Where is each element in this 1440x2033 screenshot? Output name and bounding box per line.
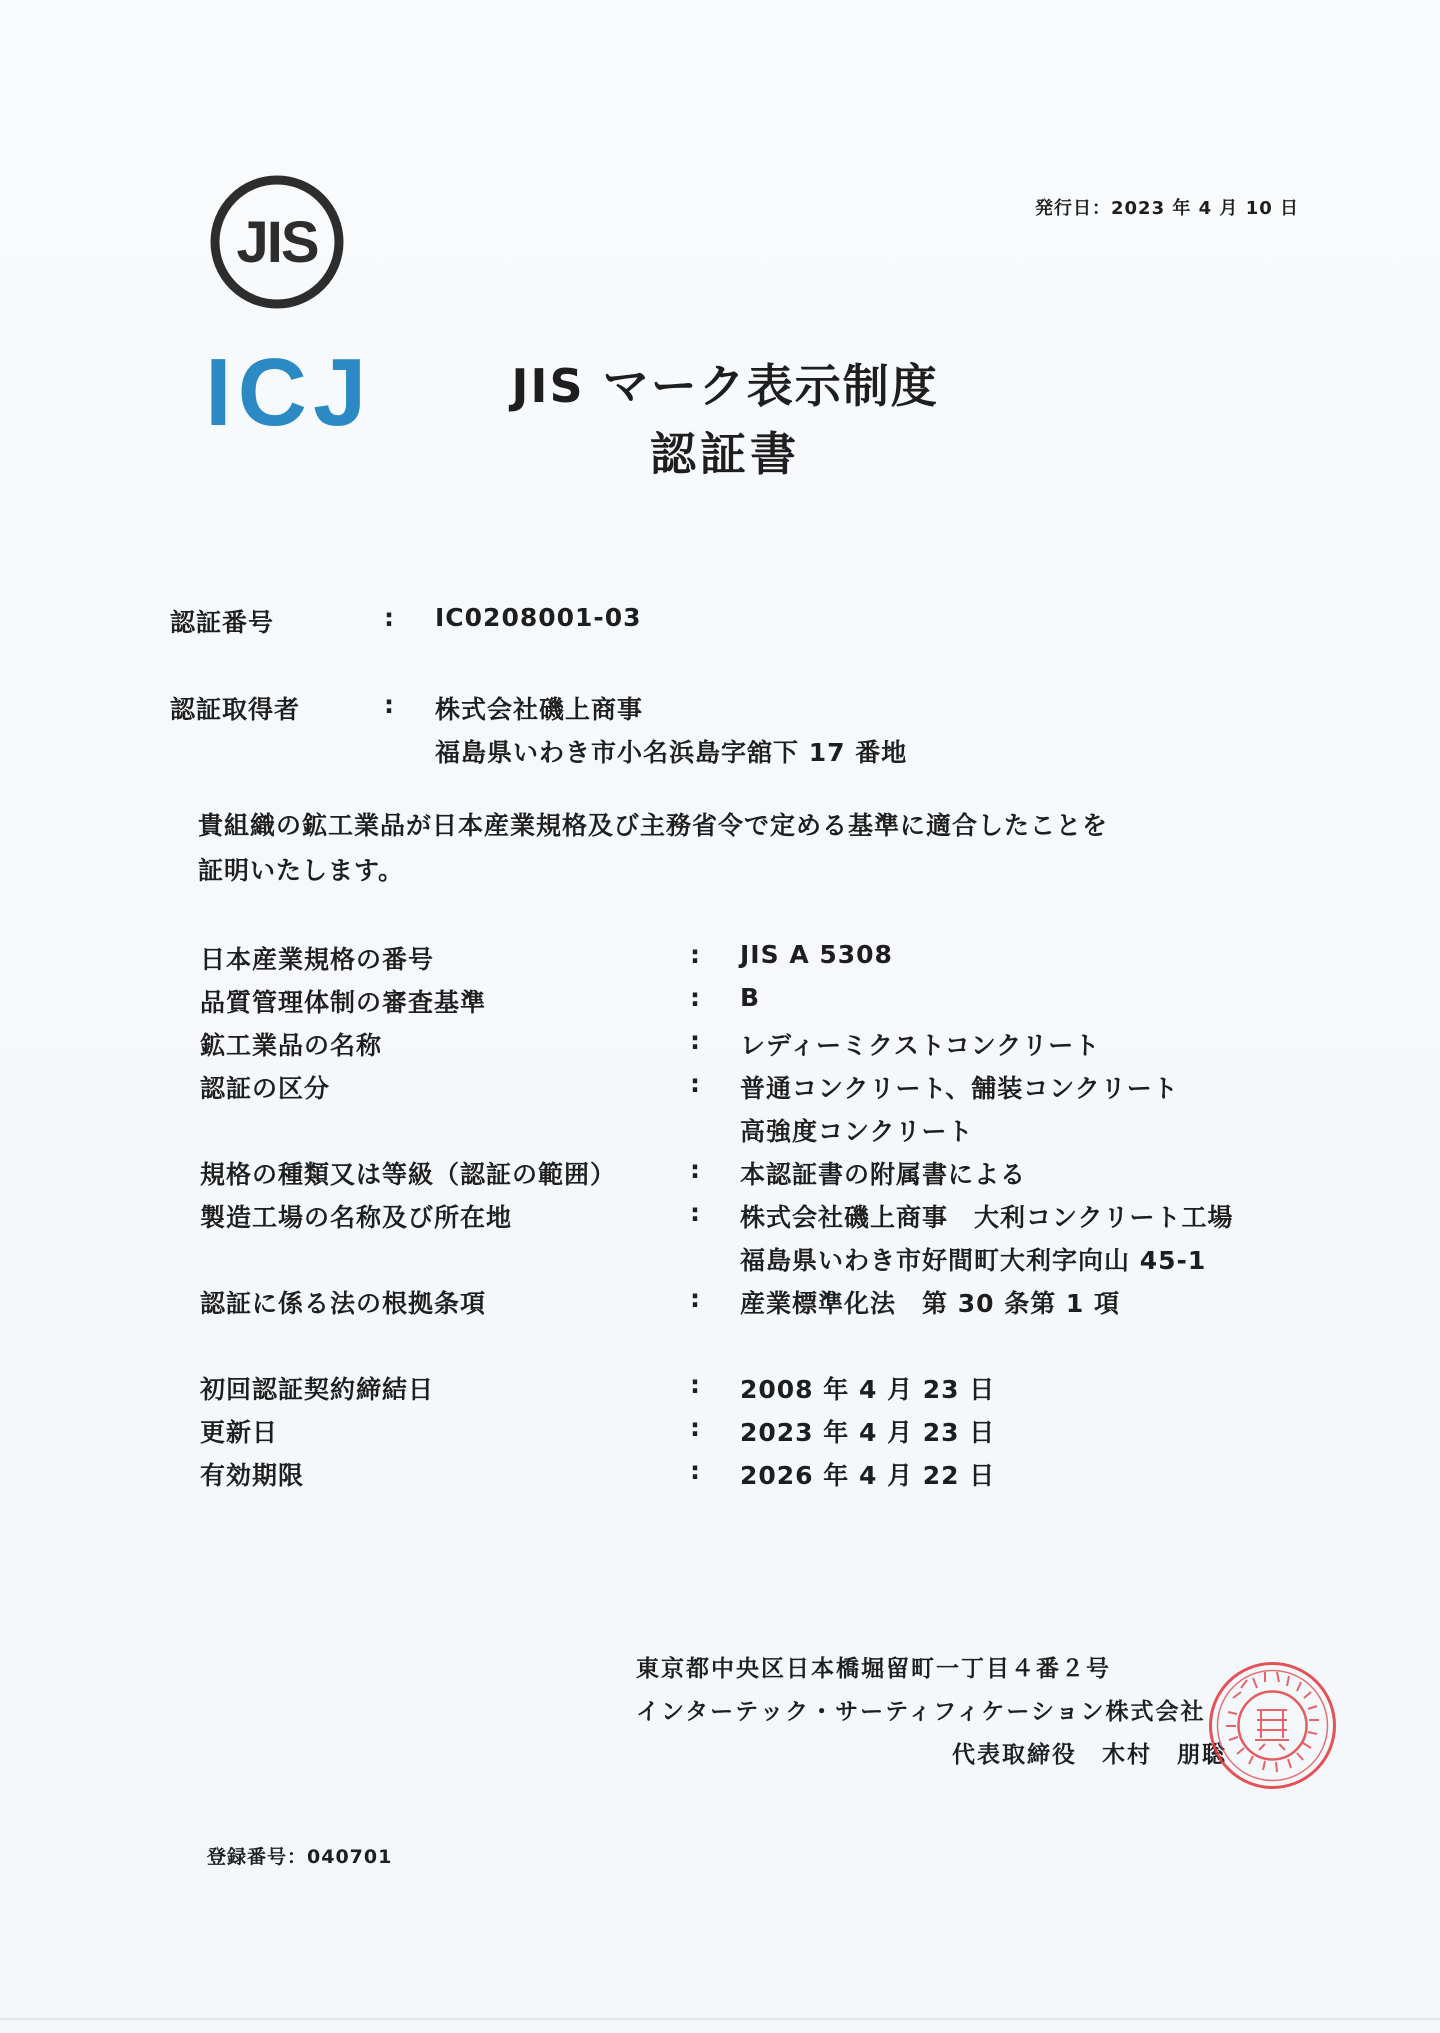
quality-colon: : [690, 983, 700, 1012]
law-value: 産業標準化法 第 30 条第 1 項 [740, 1289, 1121, 1318]
expiry-date-label: 有効期限 [200, 1461, 305, 1490]
factory-name: 株式会社磯上商事 大利コンクリート工場 [740, 1203, 1234, 1232]
initial-date-colon: : [690, 1370, 700, 1399]
cert-holder-name: 株式会社磯上商事 [435, 695, 644, 724]
document-title: JIS マーク表示制度 [511, 359, 939, 413]
statement-line-1: 貴組織の鉱工業品が日本産業規格及び主務省令で定める基準に適合したことを [198, 811, 1109, 840]
factory-address: 福島県いわき市好間町大利字向山 45-1 [740, 1246, 1207, 1275]
renewal-date-label: 更新日 [200, 1418, 279, 1447]
initial-date-label: 初回認証契約締結日 [200, 1375, 435, 1404]
page-bottom-edge [0, 2018, 1440, 2020]
factory-colon: : [690, 1198, 700, 1227]
standard-colon: : [690, 940, 700, 969]
cert-number-value: IC0208001-03 [435, 603, 642, 632]
company-seal-stamp [1205, 1658, 1340, 1793]
product-colon: : [690, 1026, 700, 1055]
cert-holder-label: 認証取得者 [170, 695, 301, 724]
category-value-1: 普通コンクリート、舗装コンクリート [740, 1074, 1179, 1103]
expiry-date-value: 2026 年 4 月 22 日 [740, 1461, 996, 1490]
scope-label: 規格の種類又は等級（認証の範囲） [200, 1160, 617, 1189]
issuer-company: インターテック・サーティフィケーション株式会社 [636, 1699, 1206, 1725]
cert-holder-colon: : [384, 690, 394, 719]
cert-number-colon: : [384, 603, 394, 632]
initial-date-value: 2008 年 4 月 23 日 [740, 1375, 996, 1404]
product-label: 鉱工業品の名称 [200, 1031, 383, 1060]
scope-value: 本認証書の附属書による [740, 1160, 1027, 1189]
category-value-2: 高強度コンクリート [740, 1117, 974, 1146]
law-label: 認証に係る法の根拠条項 [200, 1289, 487, 1318]
cert-holder-address: 福島県いわき市小名浜島字舘下 17 番地 [435, 738, 908, 767]
expiry-date-colon: : [690, 1456, 700, 1485]
standard-label: 日本産業規格の番号 [200, 945, 435, 974]
factory-label: 製造工場の名称及び所在地 [200, 1203, 513, 1232]
product-value: レディーミクストコンクリート [740, 1031, 1101, 1060]
issuer-representative: 代表取締役 木村 朋聡 [952, 1742, 1227, 1768]
issuer-address: 東京都中央区日本橋堀留町一丁目４番２号 [636, 1656, 1111, 1682]
registration-number: 登録番号：040701 [207, 1846, 393, 1868]
quality-label: 品質管理体制の審査基準 [200, 988, 487, 1017]
icj-logo-text: ICJ [205, 339, 373, 446]
category-label: 認証の区分 [200, 1074, 331, 1103]
category-colon: : [690, 1069, 700, 1098]
renewal-date-value: 2023 年 4 月 23 日 [740, 1418, 996, 1447]
quality-value: B [740, 983, 761, 1012]
jis-logo-text: JIS [236, 210, 318, 275]
cert-number-label: 認証番号 [170, 608, 275, 637]
document-subtitle: 認証書 [650, 427, 800, 481]
renewal-date-colon: : [690, 1413, 700, 1442]
statement-line-2: 証明いたします。 [198, 856, 405, 885]
scope-colon: : [690, 1155, 700, 1184]
law-colon: : [690, 1284, 700, 1313]
issue-date: 発行日：2023 年 4 月 10 日 [1035, 198, 1300, 219]
jis-mark-logo [207, 172, 347, 312]
standard-value: JIS A 5308 [740, 940, 893, 969]
